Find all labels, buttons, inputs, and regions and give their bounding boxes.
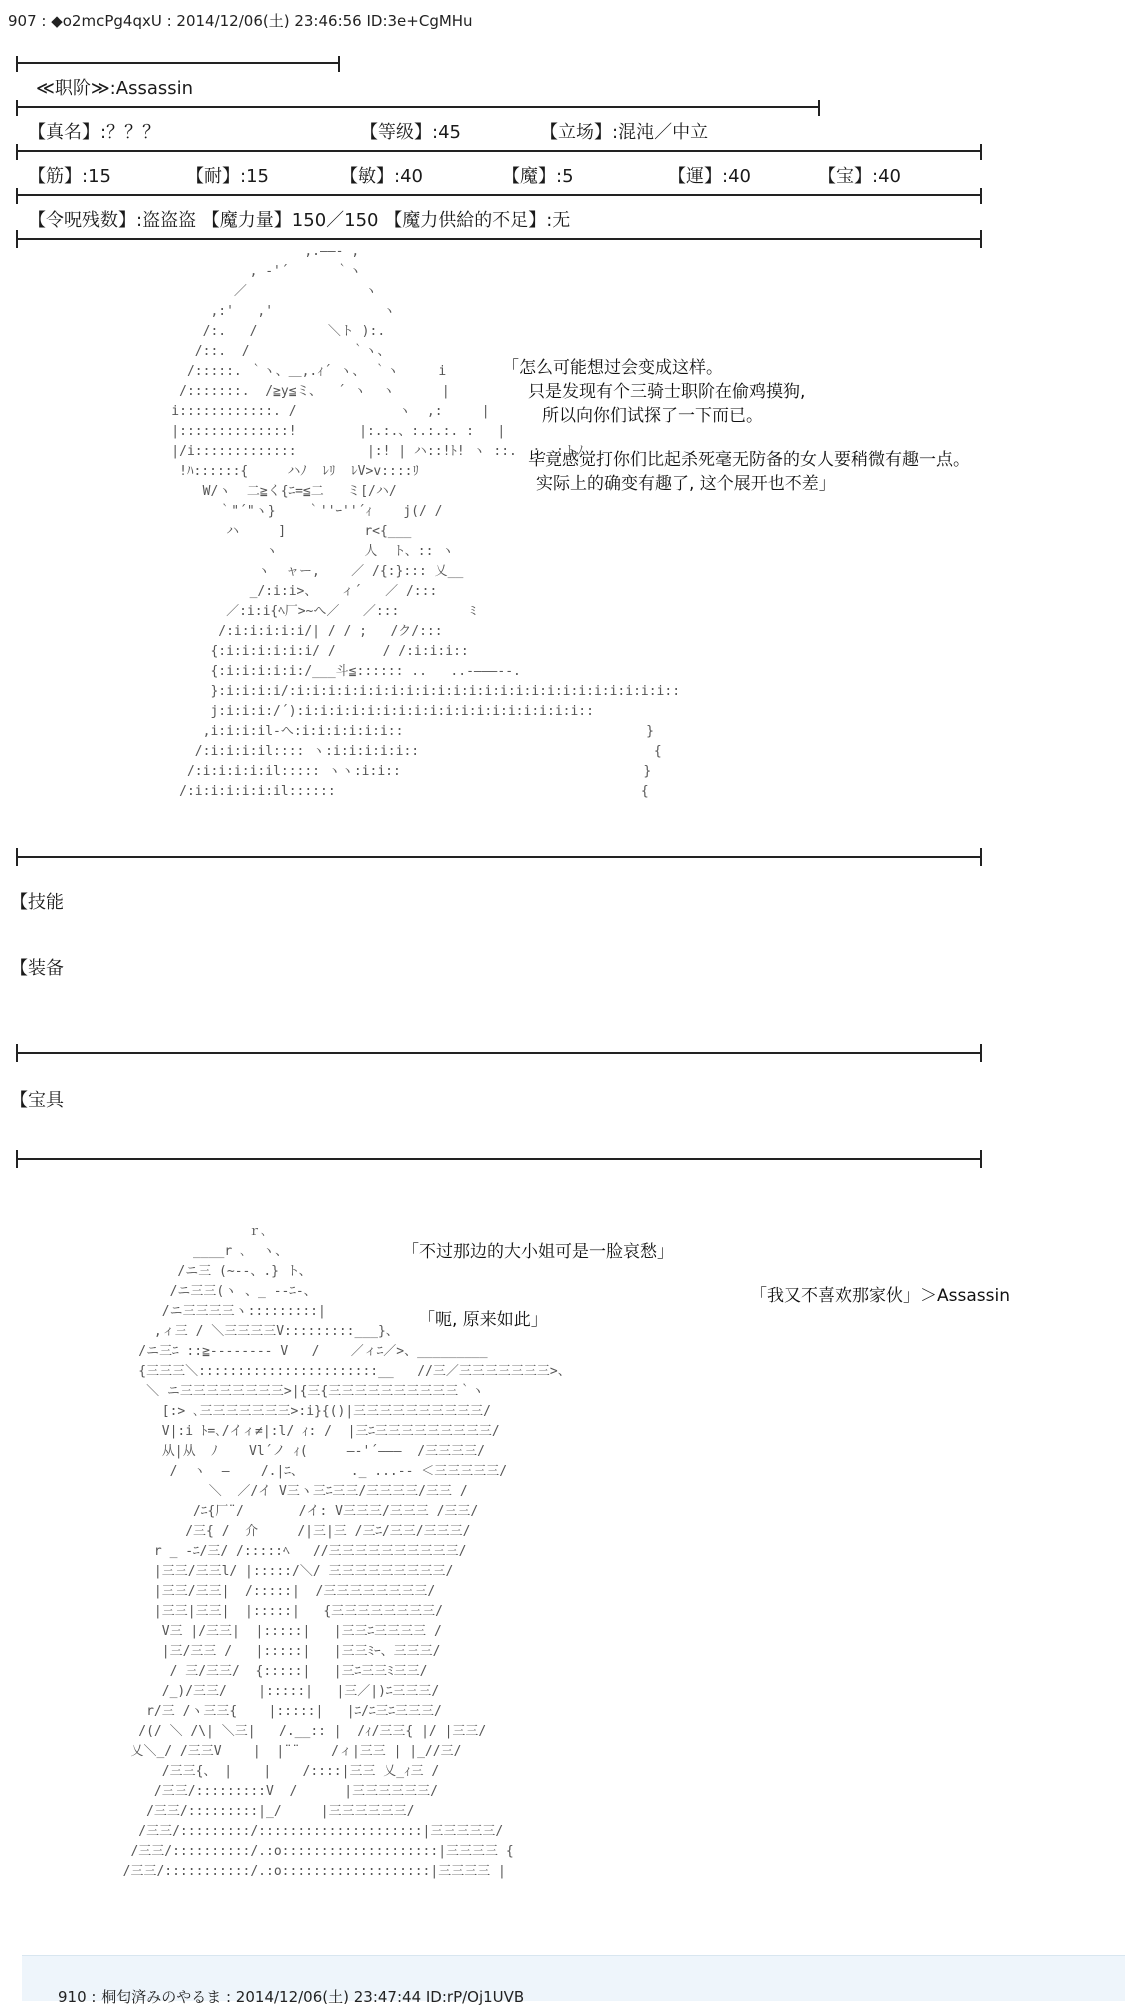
dialogue-line-5: 实际上的确变有趣了, 这个展开也不差」 xyxy=(536,474,836,494)
true-name: 【真名】:？？？ xyxy=(28,122,161,143)
dialogue-a: 「不过那边的大小姐可是一脸哀愁」 xyxy=(402,1242,674,1262)
ascii-art-figure: ｒ､ ____r ､ ヽ、 /ニ三 (~‐-、.} ト、 /ニ三三(ヽ 、_ -‐ﾆ‐、 /ニ三三三三ヽ:::::::::| ,ィ三 / ＼三三三三V:::::::::___}、 /ニ三ﾆ ::≧-------- V / ／ィﾆ／>、_________ {三三三＼:::::::::::::::::::::::__ //三／三三三三三三三>、 ＼ ニ三三三三三三三三>|{三{三三三三三三三三三三｀ヽ [:> ､三三三三三三三>:i}{()|三三三三三三三三三三/ V|:i ﾄ=､/イィ≠|:l/ ｨ: / |三ﾆ三三三三三三三三三/ 从|从 ﾉ Vl´ノ ｨ( ―‐'´――― /三三三三/ / ヽ ― /.|ﾆ、 ._ ...-‐ ＜三三三三三/ ＼ ／/イ V三ヽ三ﾆ三三/三三三三/三三 / /ﾆ{厂¨/ /イ: V三三三/三三三 /三三/ /三{ / 介 /|三|三 /三ﾆ/三三/三三三/ r _ -ﾆ/三/ /:::::ﾍ //三三三三三三三三三三/ |三三/三三l/ |:::::/＼/ 三三三三三三三三三/ |三三/三三| /:::::| /三三三三三三三三/ |三三|三三| |:::::| {三三三三三三三三/ V三 |/三三| |:::::| |三三ﾆ三三三三 / |三/三三 / |:::::| |三三ﾐｰ、三三三/ / 三/三三/ {:::::| |三ﾆ三三ﾐ三三/ /_)/三三/ |:::::| |三／|)ﾆ三三三/ r/三 /ヽ三三{ |:::::| |ﾆ/ﾆ三ﾆ三三三/ /(/ ＼ /\| ＼三| /.__:: | /ｨ/三三{ |/ |三三/ 乂＼_/ /三三V | |¨¨ /ィ|三三 | |_//三/ /三三{、 | | /::::|三三 乂_ｨ三 / /三三/:::::::::V / |三三三三三三/ /三三/:::::::::|_/ |三三三三三三/ /三三/:::::::::/:::::::::::::::::::::|三三三三三/ /三三/::::::::::/.:o::::::::::::::::::::|三三三三 { /三三/:::::::::::/.:o:::::::::::::::::::|三三三三 | xyxy=(122,1224,571,1879)
dialogue-line-4: 毕竟感觉打你们比起杀死毫无防备的女人要稍微有趣一点。 xyxy=(528,450,970,470)
attribute-row xyxy=(18,150,980,188)
stat-noble-phantasm: 【宝】:40 xyxy=(818,166,901,187)
dialogue-b: 「我又不喜欢那家伙」＞Assassin xyxy=(750,1286,1010,1306)
dialogue-line-2: 只是发现有个三骑士职阶在偷鸡摸狗, xyxy=(528,382,806,402)
level: 【等级】:45 xyxy=(360,122,461,143)
stat-luck: 【運】:40 xyxy=(668,166,751,187)
dialogue-line-3: 所以向你们试探了一下而已。 xyxy=(542,406,763,426)
extra-row xyxy=(18,194,980,232)
alignment: 【立场】:混沌／中立 xyxy=(540,122,709,143)
post-header: 907 : ◆o2mcPg4qxU : 2014/12/06(土) 23:46:56 ID:3e+CgMHu xyxy=(8,12,473,30)
equipment-label: 【装备 xyxy=(10,958,64,979)
art-bottom-divider xyxy=(18,856,980,858)
treasure-divider xyxy=(18,1158,980,1160)
equipment-divider xyxy=(18,1052,980,1054)
stat-mana: 【魔】:5 xyxy=(502,166,574,187)
name-row xyxy=(18,106,818,144)
stat-agility: 【敏】:40 xyxy=(340,166,423,187)
skills-label: 【技能 xyxy=(10,892,64,913)
class-row xyxy=(18,62,338,100)
status-bottom-divider xyxy=(18,238,980,240)
stat-strength: 【筋】:15 xyxy=(28,166,111,187)
class-label: ≪职阶≫:Assassin xyxy=(36,78,194,99)
command-seals: 【令呪残数】:盗盗盗 【魔力量】150／150 【魔力供給的不足】:无 xyxy=(28,210,571,231)
dialogue-c: 「呃, 原来如此」 xyxy=(418,1310,548,1330)
next-post-bar xyxy=(22,1955,1125,2006)
stat-endurance: 【耐】:15 xyxy=(186,166,269,187)
next-post-header: 910 : 桐匂済みのやるま : 2014/12/06(土) 23:47:44 ID:rP/Oj1UVB xyxy=(58,1988,525,2006)
dialogue-line-1: 「怎么可能想过会变成这样。 xyxy=(502,358,723,378)
ascii-art-assassin: ,.――- , , ‐'´ ｀ヽ ／ ヽ ,:' ,' ヽ /:. / ＼ト ):. /::. / ｀ヽ、 /:::::. ｀ヽ、＿,.ｨ´ ヽ、 ｀ヽ i /:::::::. /≧y≦ミ、 ´ ヽ ヽ | i::::::::::::. / ヽ ,: | |::::::::::::::! |:.:.、:.:.:. : | |/i::::::::::::: |:! | ハ::!ﾄ! ヽ ::. :. :トﾉ !ﾊ::::::{ ハﾉ ﾚﾘ ﾚV>v::::ﾘ W/ヽ 二≧く{ﾆ=≦二 ミ[/ハ/ ｀"´"ヽ} ｀''ｰ''´ｨ j(/ / ハ ] r<{___ ヽ 人 ト、:: ヽ ヽ ャー, ／ /{:}::: 乂__ _/:i:i>、 ィ´ ／ /::: ／:i:i{ﾍ厂>~へ／ ／::: ﾐ /:i:i:i:i:i/| / / ; /ク/::: {:i:i:i:i:i:i/ / / /:i:i:i:: {:i:i:i:i:i:/___斗≦:::::: .. ..-―――--. }:i:i:i:i/:i:i:i:i:i:i:i:i:i:i:i:i:i:i:i:i:i:i:i:i:i:i:i:i:: j:i:i:i:/´):i:i:i:i:i:i:i:i:i:i:i:i:i:i:i:i:i:i:: ,i:i:i:il-へ:i:i:i:i:i:i:: } /:i:i:i:il:::: ヽ:i:i:i:i:i:: { /:i:i:i:i:il::::: ヽヽ:i:i:: } /:i:i:i:i:i:il:::::: { xyxy=(171,244,681,799)
treasure-label: 【宝具 xyxy=(10,1090,64,1111)
